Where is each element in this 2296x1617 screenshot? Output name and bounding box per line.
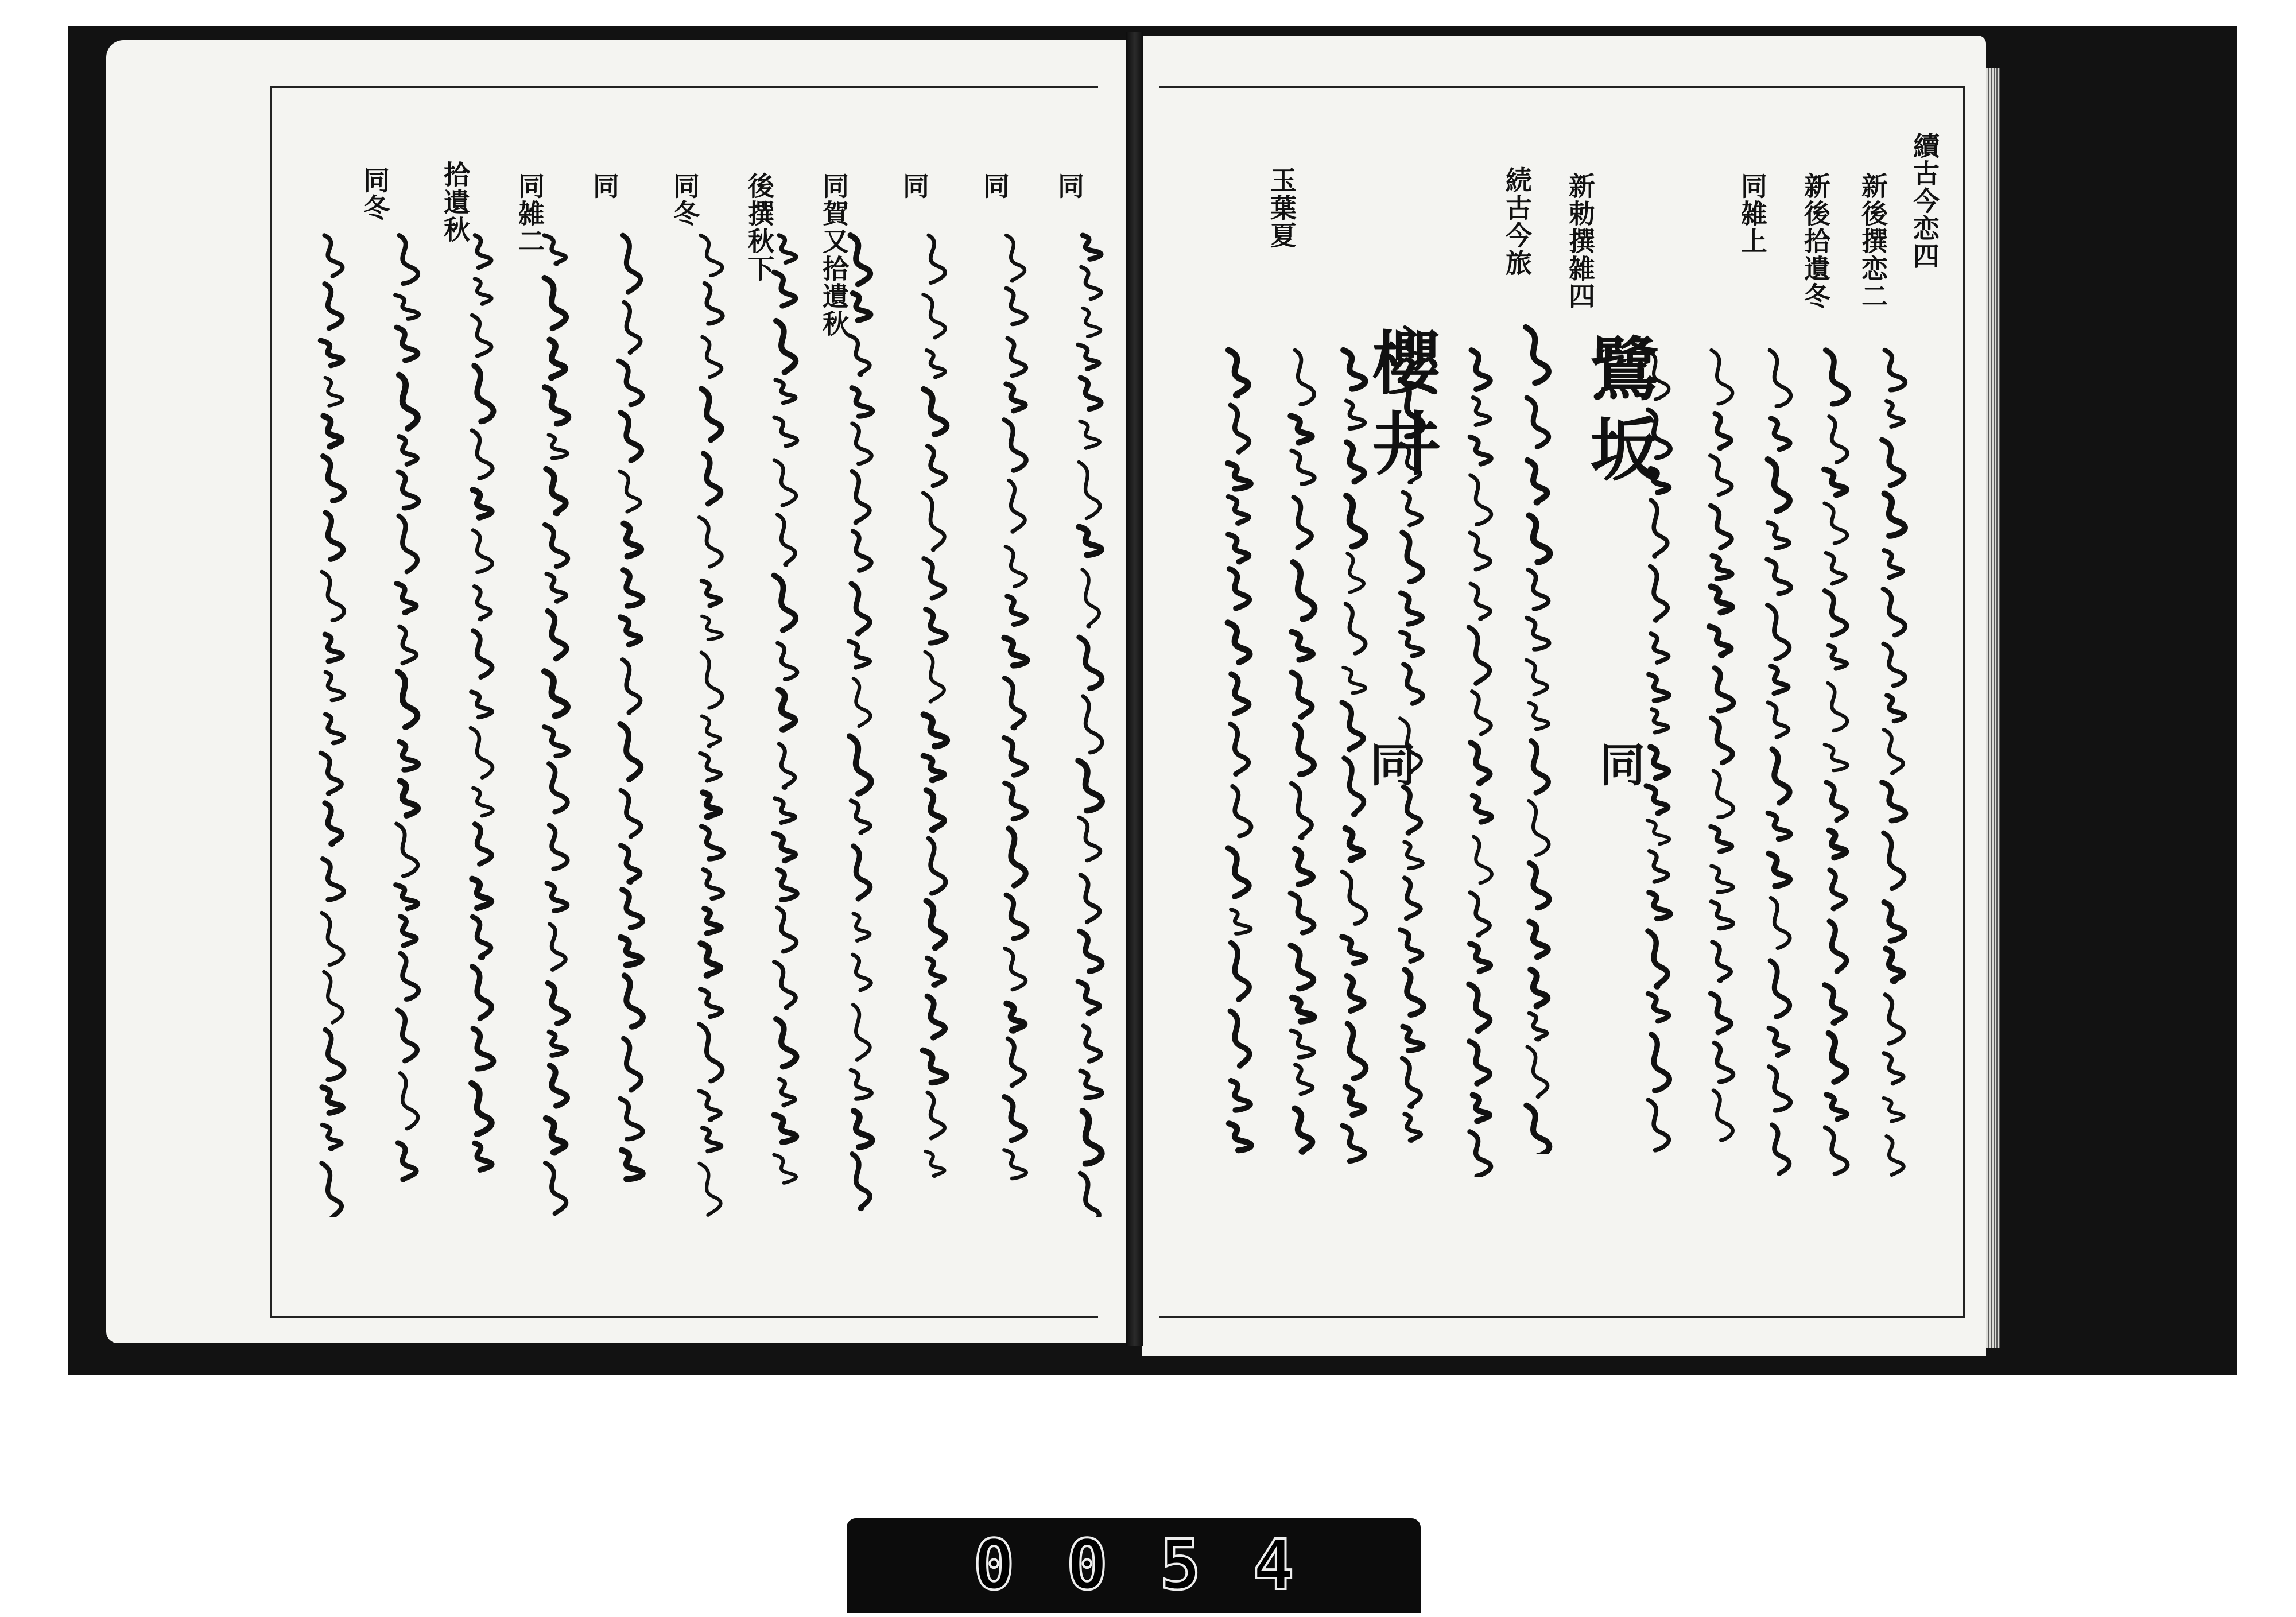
book-spine: [1126, 32, 1143, 1346]
poem-column: [1636, 344, 1677, 1177]
poem-column: [1332, 344, 1373, 1177]
place-heading: 櫻井: [1360, 327, 1441, 488]
attribution-label: 玉葉夏: [1266, 166, 1297, 249]
attribution-label: 同: [979, 172, 1010, 200]
poem-column: [1068, 230, 1109, 1217]
attribution-label: 同賀又拾遺秋: [819, 172, 850, 338]
poem-column: [763, 230, 805, 1217]
attribution-label: 同雑上: [1737, 172, 1768, 255]
attribution-label: 新勅撰雑四: [1565, 172, 1596, 310]
attribution-label: 同: [1054, 172, 1085, 200]
poem-column: [1814, 344, 1855, 1177]
poem-column: [1756, 344, 1798, 1177]
attribution-label: 同雑二: [514, 172, 545, 255]
attribution-label: 新後撰恋二: [1857, 172, 1888, 310]
poem-column: [608, 230, 650, 1217]
attribution-label: 後撰秋下: [744, 172, 775, 282]
attribution-label: 続古今旅: [1502, 166, 1533, 277]
place-heading: 鷺坂: [1578, 333, 1659, 494]
poem-column: [459, 230, 501, 1217]
poem-column: [1280, 344, 1321, 1177]
poem-column: [1389, 321, 1430, 1154]
poem-column: [838, 230, 879, 1217]
poem-column: [385, 230, 426, 1217]
attribution-label: 拾遺秋: [440, 161, 471, 243]
attribution-label: 新後拾遺冬: [1800, 172, 1831, 310]
poem-column: [689, 230, 730, 1217]
attribution-label: 同冬: [359, 166, 390, 222]
collection-header: 續古今恋四: [1909, 132, 1940, 270]
frame-label: [847, 1518, 1421, 1613]
page-edges: [1986, 68, 2000, 1348]
same-marker: 同: [1592, 740, 1646, 798]
poem-column: [913, 230, 954, 1217]
attribution-label: 同: [589, 172, 620, 200]
poem-column: [1217, 344, 1258, 1177]
same-marker: 同: [1362, 740, 1416, 798]
attribution-label: 同冬: [669, 172, 700, 227]
poem-column: [534, 230, 575, 1217]
poem-column: [1458, 344, 1499, 1177]
poem-column: [310, 230, 351, 1217]
frame-number: 0054: [973, 1526, 1346, 1606]
poem-column: [993, 230, 1034, 1217]
poem-column: [1699, 344, 1740, 1177]
poem-column: [1515, 321, 1557, 1154]
attribution-label: 同: [899, 172, 930, 200]
poem-column: [1871, 344, 1913, 1177]
